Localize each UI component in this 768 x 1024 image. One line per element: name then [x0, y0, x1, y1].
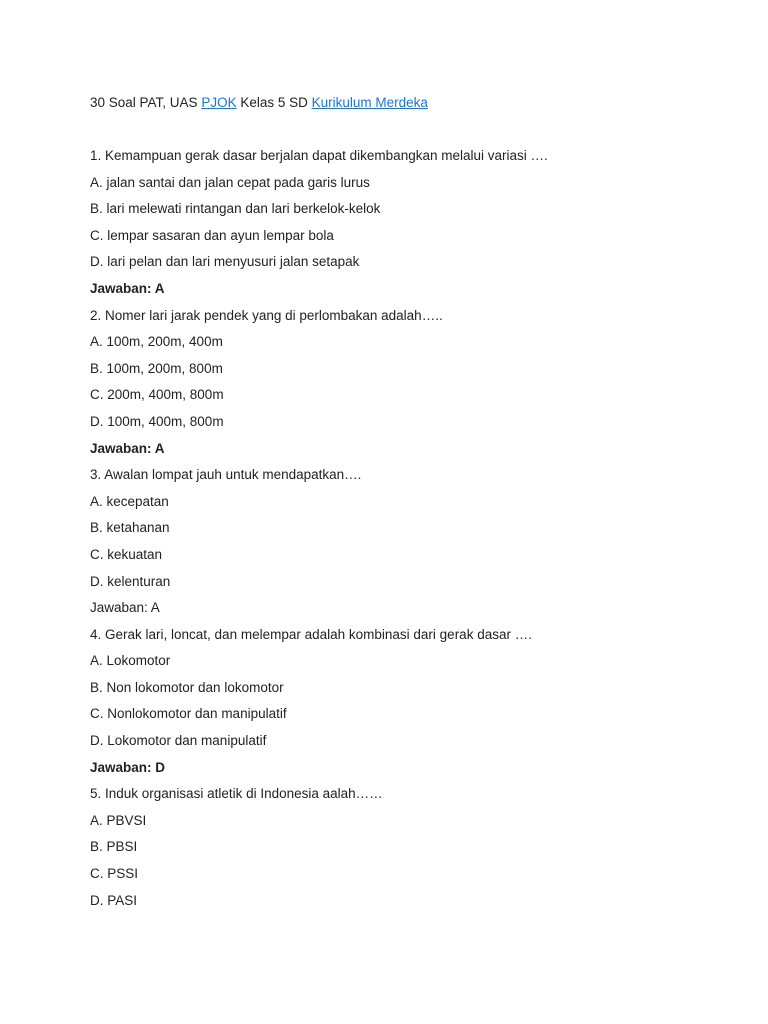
document-page: [90, 94, 730, 918]
answer-option: A. jalan santai dan jalan cepat pada garis lurus: [90, 174, 370, 190]
title-prefix: 30 Soal PAT, UAS: [90, 95, 202, 110]
answer-key: Jawaban: D: [90, 759, 166, 775]
answer-option: A. Lokomotor: [90, 653, 171, 669]
answer-option: B. PBSI: [90, 839, 138, 855]
question-text: 1. Kemampuan gerak dasar berjalan dapat dikembangkan melalui variasi ….: [90, 148, 548, 163]
answer-option: D. Lokomotor dan manipulatif: [90, 733, 267, 749]
answer-key: Jawaban: A: [90, 280, 165, 296]
question-text: 3. Awalan lompat jauh untuk mendapatkan….: [90, 467, 362, 483]
title-middle: Kelas 5 SD: [236, 95, 312, 110]
answer-option: C. kekuatan: [90, 546, 163, 562]
answer-option: C. PSSI: [90, 866, 139, 882]
answer-option: B. 100m, 200m, 800m: [90, 360, 223, 376]
answer-option: A. 100m, 200m, 400m: [90, 334, 223, 350]
document-title: [90, 94, 730, 111]
answer-option: C. Nonlokomotor dan manipulatif: [90, 706, 287, 722]
question-text: 2. Nomer lari jarak pendek yang di perlombakan adalah…..: [90, 307, 443, 323]
answer-option: D. 100m, 400m, 800m: [90, 413, 224, 429]
answer-key: Jawaban: A: [90, 600, 160, 616]
question-text: 4. Gerak lari, loncat, dan melempar adalah kombinasi dari gerak dasar ….: [90, 626, 532, 642]
answer-option: C. 200m, 400m, 800m: [90, 387, 224, 403]
answer-option: A. kecepatan: [90, 493, 169, 509]
answer-option: D. lari pelan dan lari menyusuri jalan setapak: [90, 254, 360, 270]
answer-option: A. PBVSI: [90, 812, 147, 828]
answer-option: B. lari melewati rintangan dan lari berkelok-kelok: [90, 201, 381, 217]
answer-option: B. ketahanan: [90, 520, 170, 536]
answer-option: D. PASI: [90, 892, 138, 908]
kurikulum-merdeka-link[interactable]: Kurikulum Merdeka: [311, 95, 428, 110]
answer-option: C. lempar sasaran dan ayun lempar bola: [90, 227, 334, 243]
answer-key: Jawaban: A: [90, 440, 165, 456]
answer-option: D. kelenturan: [90, 573, 171, 589]
answer-option: B. Non lokomotor dan lokomotor: [90, 679, 284, 695]
question-text: 5. Induk organisasi atletik di Indonesia aalah……: [90, 786, 383, 802]
pjok-link[interactable]: PJOK: [201, 95, 237, 110]
